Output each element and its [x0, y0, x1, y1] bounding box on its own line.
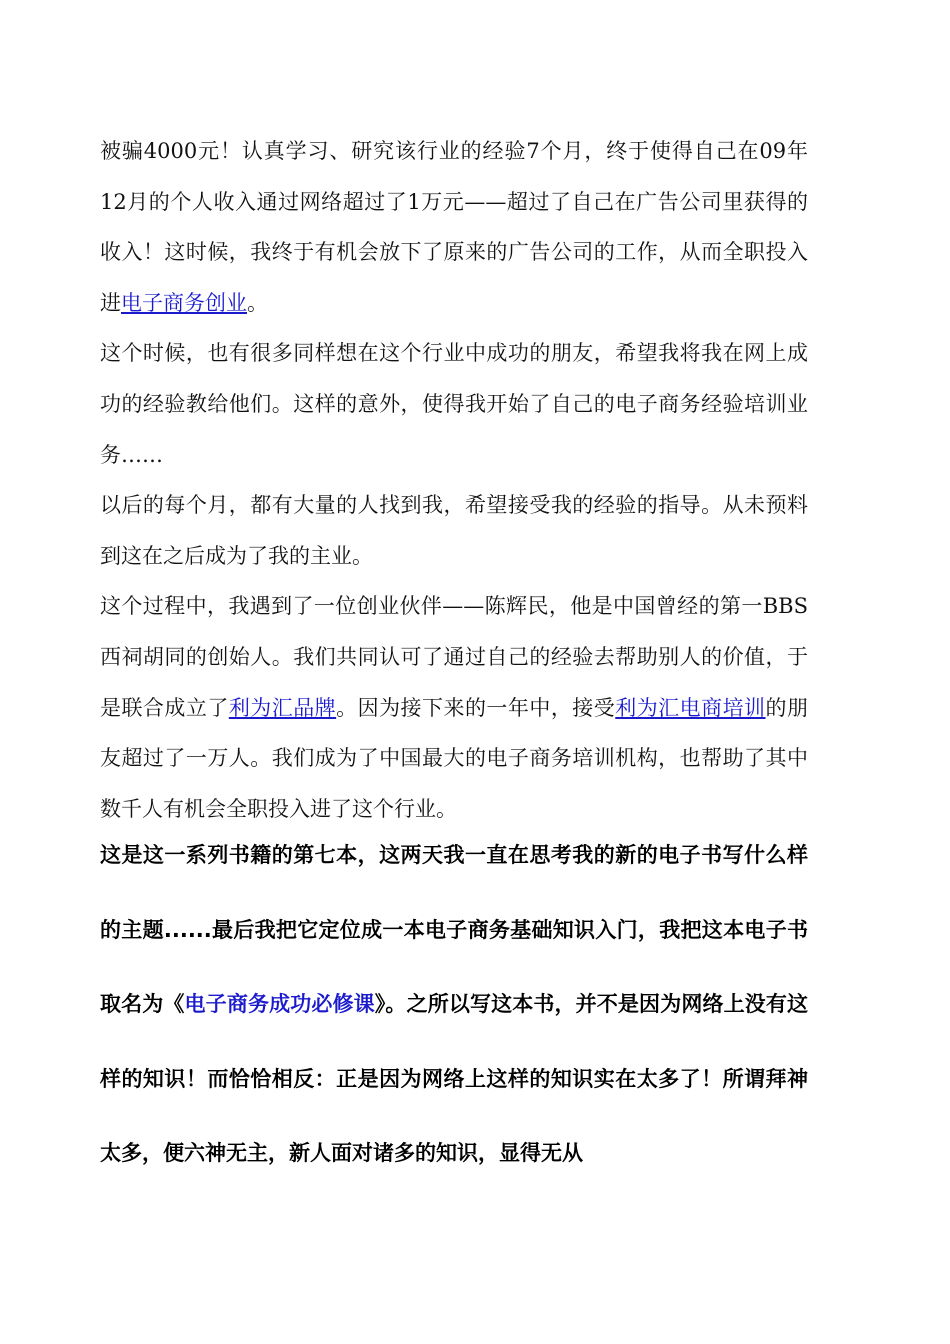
paragraph-4-text-a: 这个过程中，我遇到了一位创业伙伴——陈辉民，他是中国曾经的第一BBS西祠胡同的创始人。我们共同认可了通过自己的经验去帮助别人的价值，于是联合成立了 [100, 594, 808, 720]
body-text-sans [100, 818, 808, 1191]
link-liweihui-training[interactable]: 利为汇电商培训 [615, 695, 766, 720]
link-liweihui-brand[interactable]: 利为汇品牌 [228, 695, 337, 720]
paragraph-1-text-a: 被骗4000元！认真学习、研究该行业的经验7个月，终于使得自己在09年12月的个人收入通过网络超过了1万元——超过了自己在广告公司里获得的收入！这时候，我终于有机会放下了原来的广告公司的工作，从而全职投入进 [100, 139, 808, 315]
book-title: 电子商务成功必修课 [184, 992, 375, 1016]
paragraph-5-text-a: 这是这一系列书籍的第七本，这两天我一直在思考我的新的电子书写什么样的主题......最后我把它定位成一本电子商务基础知识入门，我把这本电子书取名为《 [100, 843, 808, 1016]
link-ecommerce-startup[interactable]: 电子商务创业 [121, 290, 247, 315]
paragraph-4-text-b: 。因为接下来的一年中，接受 [336, 695, 616, 720]
paragraph-1-text-b: 。 [247, 290, 268, 315]
paragraph-3: 以后的每个月，都有大量的人找到我，希望接受我的经验的指导。从未预料到这在之后成为了我的主业。 [100, 493, 808, 568]
paragraph-1 [100, 126, 808, 328]
paragraph-4-text-c: 的朋友超过了一万人。我们成为了中国最大的电子商务培训机构，也帮助了其中数千人有机会全职投入进了这个行业。 [100, 695, 808, 821]
paragraph-2: 这个时候，也有很多同样想在这个行业中成功的朋友，希望我将我在网上成功的经验教给他们。这样的意外，使得我开始了自己的电子商务经验培训业务…… [100, 341, 808, 467]
paragraph-5 [100, 818, 808, 1191]
paragraph-4 [100, 581, 808, 834]
body-text-serif [100, 126, 808, 834]
paragraph-5-text-b: 》。之所以写这本书，并不是因为网络上没有这样的知识！而恰恰相反：正是因为网络上这样的知识实在太多了！所谓拜神太多，便六神无主，新人面对诸多的知识，显得无从 [100, 992, 809, 1165]
